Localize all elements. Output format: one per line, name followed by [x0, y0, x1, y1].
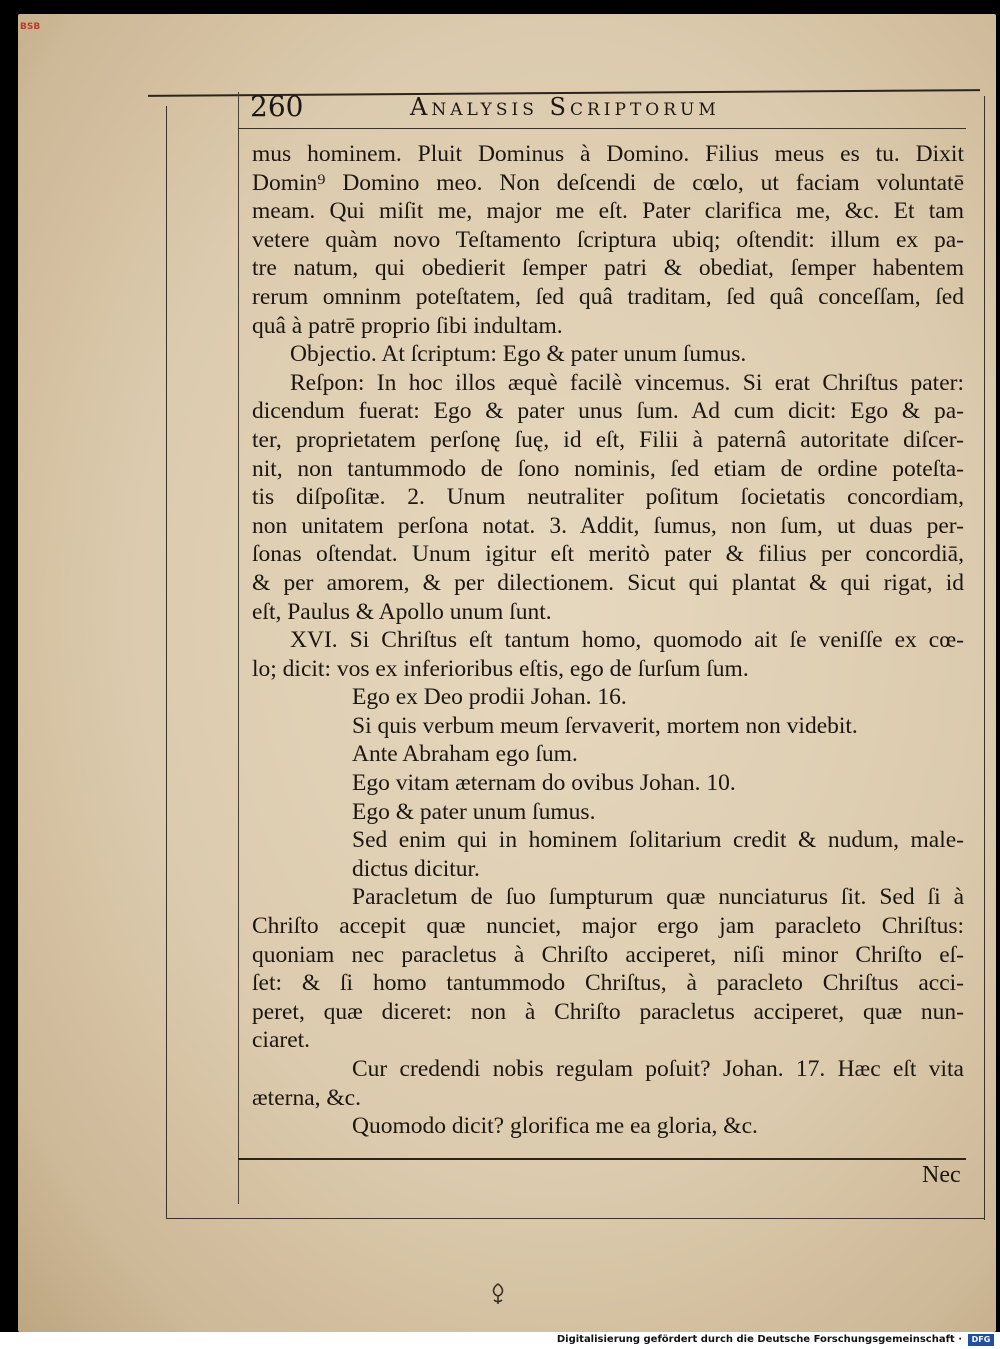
- ornament-icon: [488, 1282, 508, 1306]
- text-line: Chriſto accepit quæ nunciet, major ergo jam paracleto Chriſtus:: [252, 913, 964, 940]
- text-line: Reſpon: In hoc illos æquè facilè vincemus. Si erat Chriſtus pater:: [290, 369, 964, 396]
- text-line: Objectio. At ſcriptum: Ego & pater unum ſumus.: [290, 341, 747, 368]
- catchword: Nec: [922, 1162, 961, 1188]
- header-rule: [238, 128, 966, 129]
- bottom-frame-rule: [166, 1218, 984, 1219]
- text-line: Cur credendi nobis regulam poſuit? Johan. 17. Hæc eſt vita: [352, 1056, 964, 1082]
- left-frame-rule: [166, 106, 167, 1218]
- text-line: eſt, Paulus & Apollo unum ſunt.: [252, 598, 552, 625]
- text-line: rerum omninm poteſtatem, ſed quâ traditam, ſed quâ conceſſam, ſed: [252, 283, 964, 310]
- text-line: dictus dicitur.: [352, 855, 480, 882]
- text-line: quâ à patrē proprio ſibi indultam.: [252, 312, 563, 339]
- text-line: Sed enim qui in hominem ſolitarium credit & nudum, male-: [352, 827, 964, 854]
- running-head: Analysis Scriptorum: [410, 93, 720, 121]
- text-line: æterna, &c.: [252, 1084, 361, 1111]
- text-line: peret, quæ diceret: non à Chriſto paracletus acciperet, quæ nun-: [252, 998, 964, 1025]
- body-text: [252, 140, 964, 1141]
- text-line: Ego & pater unum ſumus.: [352, 798, 596, 825]
- text-line: Ante Abraham ego ſum.: [352, 741, 578, 768]
- margin-rule: [238, 92, 239, 1204]
- library-mark: BSB: [20, 22, 41, 32]
- text-line: tre natum, qui obedierit ſemper patri & obediat, ſemper habentem: [252, 255, 964, 282]
- text-line: mus hominem. Pluit Dominus à Domino. Filius meus es tu. Dixit: [252, 141, 964, 167]
- text-line: non unitatem perſona notat. 3. Addit, ſumus, non ſum, ut duas per-: [252, 512, 964, 539]
- text-line: vetere quàm novo Teſtamento ſcriptura ubiq; oſtendit: illum ex pa-: [252, 226, 964, 253]
- text-line: ter, proprietatem perſonę ſuę, id eſt, Filii à paternâ autoritate diſcer-: [252, 426, 964, 453]
- text-line: lo; dicit: vos ex inferioribus eſtis, ego de ſurſum ſum.: [252, 655, 749, 682]
- text-line: XVI. Si Chriſtus eſt tantum homo, quomodo ait ſe veniſſe ex cœ-: [290, 627, 964, 654]
- text-line: Si quis verbum meum ſervaverit, mortem non videbit.: [352, 712, 858, 739]
- footer-credit: Digitalisierung gefördert durch die Deutsche Forschungsgemeinschaft ·: [556, 1334, 962, 1345]
- text-line: quoniam nec paracletus à Chriſto acciperet, niſi minor Chriſto eſ-: [252, 941, 964, 968]
- dfg-logo: DFG: [968, 1334, 994, 1346]
- footer-rule: [238, 1158, 966, 1160]
- text-line: Ego vitam æternam do ovibus Johan. 10.: [352, 770, 736, 797]
- text-line: dicendum fuerat: Ego & pater unus ſum. Ad cum dicit: Ego & pa-: [252, 398, 964, 425]
- text-line: ciaret.: [252, 1027, 311, 1054]
- text-line: Ego ex Deo prodii Johan. 16.: [352, 684, 627, 711]
- right-frame-rule: [984, 96, 985, 1220]
- text-line: ſonas oſtendat. Unum igitur eſt meritò pater & filius per concordiā,: [252, 541, 964, 568]
- text-line: nit, non tantummodo de ſono nominis, ſed etiam de ordine poteſta-: [252, 455, 964, 482]
- text-line: Domin⁹ Domino meo. Non deſcendi de cœlo, ut faciam voluntatē: [252, 169, 964, 196]
- text-line: Paracletum de ſuo ſumpturum quæ nunciaturus ſit. Sed ſi à: [352, 884, 964, 911]
- text-line: ſet: & ſi homo tantummodo Chriſtus, à paracleto Chriſtus acci-: [252, 970, 964, 997]
- text-line: & per amorem, & per dilectionem. Sicut qui plantat & qui rigat, id: [252, 569, 964, 596]
- text-line: Quomodo dicit? glorifica me ea gloria, &c.: [352, 1113, 758, 1140]
- text-line: tis diſpoſitæ. 2. Unum neutraliter poſitum ſocietatis concordiam,: [252, 484, 964, 511]
- page-number: 260: [250, 90, 304, 123]
- text-line: meam. Qui miſit me, major me eſt. Pater clarifica me, &c. Et tam: [252, 198, 964, 225]
